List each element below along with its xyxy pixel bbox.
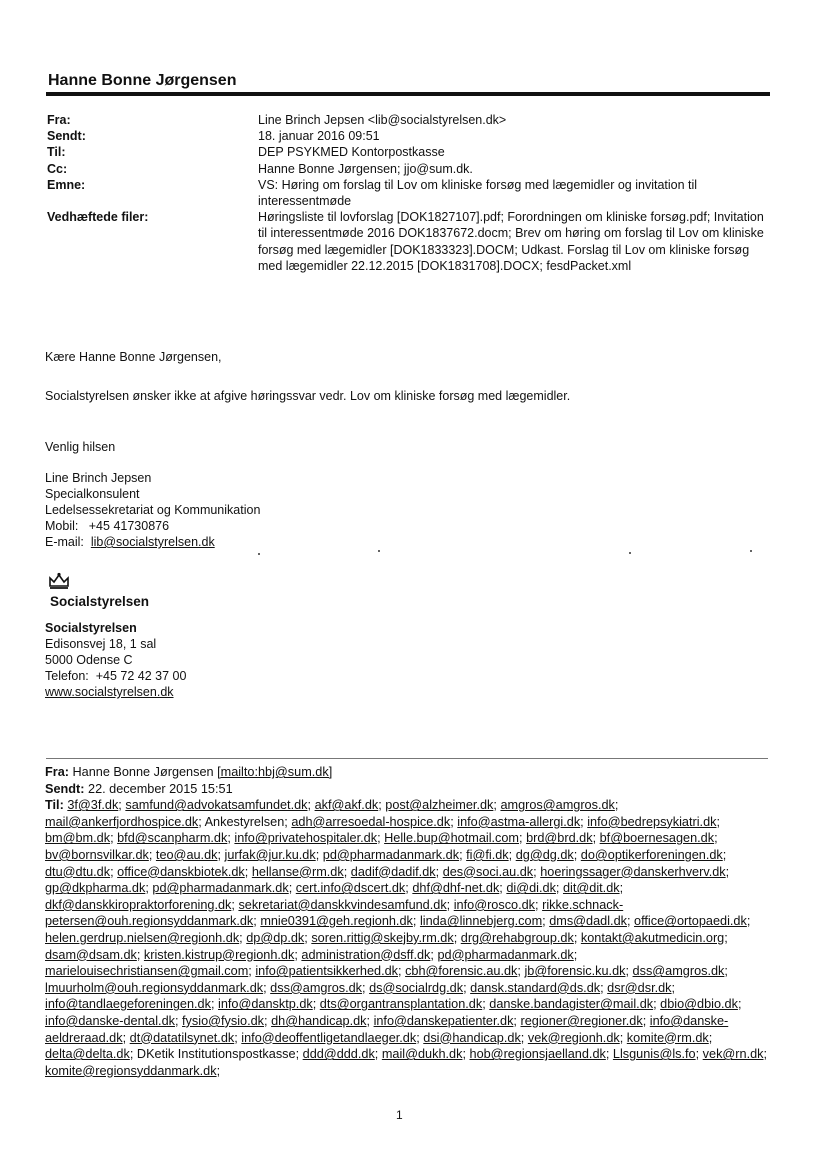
attachments-value: Høringsliste til lovforslag [DOK1827107].pdf; Forordningen om kliniske forsøg.pdf; Invitation til interessentmøde 2016 DOK1837672.docm; Brev om høring om forslag til Lov om kliniske forsøg med lægemidler [DOK1833323].DOCM; Udkast. Forslag til Lov om kliniske forsøg med lægemidler 22.12.2015 [DOK1831708].DOCX; fesdPacket.xml	[258, 210, 764, 273]
recipient-separator: ;	[737, 997, 742, 1012]
recipient-separator: ;	[695, 1047, 703, 1062]
recipient-separator: ;	[122, 1030, 130, 1045]
recipient-email-link[interactable]: info@dansktp.dk	[218, 997, 313, 1012]
recipient-separator: ;	[216, 1063, 221, 1078]
recipient-email-link[interactable]: dss@amgros.dk	[270, 980, 363, 995]
recipient-email-link[interactable]: vek@regionh.dk	[527, 1030, 620, 1045]
signature-department: Ledelsessekretariat og Kommunikation	[45, 503, 261, 517]
recipient-separator: ;	[304, 930, 312, 945]
address-phone: Telefon: +45 72 42 37 00	[45, 669, 187, 683]
recipient-email-link[interactable]: office@danskbiotek.dk	[117, 864, 245, 879]
recipient-separator: ;	[517, 964, 525, 979]
address-block	[45, 620, 186, 700]
recipient-separator: ;	[118, 798, 126, 813]
recipient-email-link[interactable]: jb@forensic.ku.dk	[524, 964, 626, 979]
recipient-separator: ;	[129, 1047, 137, 1062]
address-city: 5000 Odense C	[45, 653, 133, 667]
scan-speck	[750, 550, 752, 552]
recipient-email-link[interactable]: pd@pharmadanmark.dk	[152, 881, 289, 896]
recipient-separator: ;	[294, 947, 302, 962]
recipient-email-link[interactable]: info@privatehospitaler.dk	[234, 831, 378, 846]
recipient-email-link[interactable]: mail@dukh.dk	[381, 1047, 463, 1062]
recipient-separator: ;	[446, 897, 454, 912]
recipient-email-link[interactable]: kontakt@akutmedicin.org	[580, 930, 725, 945]
recipient-email-link[interactable]: akf@akf.dk	[314, 798, 379, 813]
recipient-email-link[interactable]: dms@dadl.dk	[549, 914, 627, 929]
header-sent-row	[47, 128, 767, 144]
address-name: Socialstyrelsen	[45, 621, 137, 635]
recipient-separator: ;	[555, 881, 563, 896]
signature-email-row	[45, 534, 260, 550]
recipient-separator: ;	[600, 980, 608, 995]
subject-label: Emne:	[47, 177, 86, 192]
recipient-email-link[interactable]: office@ortopaedi.dk	[634, 914, 747, 929]
recipient-email-link[interactable]: dkf@danskkiropraktorforening.dk	[45, 897, 232, 912]
recipient-separator: ;	[653, 997, 661, 1012]
recipient-separator: ;	[374, 1047, 382, 1062]
header-from-row	[47, 112, 767, 128]
forward-separator	[46, 758, 768, 759]
recipient-email-link[interactable]: soren.rittig@skejby.rm.dk	[311, 930, 454, 945]
recipient-email-link[interactable]: fysio@fysio.dk	[182, 1013, 265, 1028]
recipient-email-link[interactable]: bv@bornsvilkar.dk	[45, 847, 149, 862]
recipient-separator: ;	[398, 964, 406, 979]
signature-name: Line Brinch Jepsen	[45, 471, 152, 485]
recipient-separator: ;	[248, 964, 256, 979]
signature-email-label: E-mail:	[45, 535, 91, 549]
recipient-separator: ;	[714, 831, 718, 846]
recipient-separator: ;	[295, 1047, 303, 1062]
document-title: Hanne Bonne Jørgensen	[48, 72, 237, 89]
crown-icon	[48, 572, 70, 595]
recipient-email-link[interactable]: dbio@dbio.dk	[660, 997, 738, 1012]
recipient-email-link[interactable]: helen.gerdrup.nielsen@regionh.dk	[45, 930, 240, 945]
recipient-email-link[interactable]: jurfak@jur.ku.dk	[224, 847, 316, 862]
recipient-separator: ;	[264, 1013, 272, 1028]
recipient-email-link[interactable]: dss@amgros.dk	[632, 964, 725, 979]
from-label: Fra:	[47, 113, 71, 127]
recipient-email-link[interactable]: pd@pharmadanmark.dk	[322, 847, 460, 862]
forwarded-sent-value: 22. december 2015 15:51	[88, 781, 233, 796]
recipient-email-link[interactable]: gp@dkpharma.dk	[45, 881, 146, 896]
forwarded-from-link[interactable]: [mailto:hbj@sum.dk]	[217, 765, 333, 779]
recipient-separator: ;	[416, 1030, 424, 1045]
recipient-separator: ;	[573, 930, 581, 945]
forwarded-to-label: Til:	[45, 798, 64, 813]
recipient-separator: ;	[136, 947, 144, 962]
closing: Venlig hilsen	[45, 440, 116, 454]
recipient-email-link[interactable]: pd@pharmadanmark.dk	[437, 947, 574, 962]
recipient-separator: ;	[626, 914, 635, 929]
sent-value: 18. januar 2016 09:51	[258, 129, 380, 144]
recipient-email-link[interactable]: dh@handicap.dk	[271, 1013, 367, 1028]
from-value: Line Brinch Jepsen <lib@socialstyrelsen.dk>	[258, 113, 507, 127]
title-rule	[46, 92, 770, 96]
recipient-email-link[interactable]: 3f@3f.dk	[67, 798, 119, 813]
recipient-email-link[interactable]: amgros@amgros.dk	[500, 798, 615, 813]
recipient-list	[45, 798, 767, 1078]
signature-title: Specialkonsulent	[45, 487, 140, 501]
recipient-separator: ;	[231, 897, 239, 912]
recipient-email-link[interactable]: Helle.bup@hotmail.com	[384, 831, 520, 846]
recipient-email-link[interactable]: drg@rehabgroup.dk	[460, 930, 574, 945]
recipient-separator: ;	[580, 814, 588, 829]
recipient-email-link[interactable]: bm@bm.dk	[45, 831, 111, 846]
recipient-email-link[interactable]: teo@au.dk	[155, 847, 218, 862]
recipient-email-link[interactable]: linda@linnebjerg.com	[419, 914, 543, 929]
recipient-separator: ;	[725, 864, 730, 879]
attachments-label: Vedhæftede filer:	[47, 210, 149, 225]
recipient-email-link[interactable]: samfund@advokatsamfundet.dk	[125, 798, 308, 813]
signature-email-link[interactable]: lib@socialstyrelsen.dk	[90, 535, 215, 549]
recipient-separator: ;	[453, 930, 461, 945]
recipient-separator: ;	[619, 1030, 627, 1045]
recipient-separator: ;	[642, 1013, 650, 1028]
sent-label: Sendt:	[47, 129, 86, 144]
recipient-separator: ;	[234, 1030, 242, 1045]
recipient-separator: ;	[412, 914, 420, 929]
recipient-email-link[interactable]: vek@rn.dk	[702, 1047, 764, 1062]
scan-speck	[258, 553, 260, 555]
recipient-email-link[interactable]: fi@fi.dk	[466, 847, 509, 862]
header-attachments-row	[47, 209, 767, 274]
recipient-separator: ;	[315, 847, 323, 862]
recipient-email-link[interactable]: dsi@handicap.dk	[423, 1030, 521, 1045]
recipient-email-link[interactable]: dt@datatilsynet.dk	[129, 1030, 235, 1045]
recipient-email-link[interactable]: dsr@dsr.dk	[607, 980, 672, 995]
recipient-separator: ;	[210, 997, 219, 1012]
recipient-separator: ;	[625, 964, 633, 979]
recipient-separator: ;	[366, 1013, 374, 1028]
page-number: 1	[396, 1108, 403, 1122]
recipient-separator: ;	[239, 930, 247, 945]
forwarded-sent-row	[45, 781, 771, 798]
recipient-separator: ;	[722, 847, 727, 862]
recipient-separator: ;	[508, 847, 516, 862]
recipient-separator: ;	[499, 881, 507, 896]
recipient-email-link[interactable]: dansk.standard@ds.dk	[470, 980, 601, 995]
recipient-email-link[interactable]: info@rosco.dk	[453, 897, 536, 912]
forwarded-sent-label: Sendt:	[45, 781, 85, 796]
recipient-email-link[interactable]: dadif@dadif.dk	[350, 864, 436, 879]
recipient-email-link[interactable]: dtu@dtu.dk	[45, 864, 111, 879]
recipient-email-link[interactable]: di@di.dk	[506, 881, 556, 896]
recipient-email-link[interactable]: mnie0391@geh.regionh.dk	[260, 914, 413, 929]
recipient-email-link[interactable]: post@alzheimer.dk	[385, 798, 494, 813]
recipient-separator: ;	[724, 930, 728, 945]
recipient-email-link[interactable]: brd@brd.dk	[526, 831, 593, 846]
recipient-separator: ;	[110, 831, 118, 846]
recipient-email-link[interactable]: Llsgunis@ls.fo	[612, 1047, 696, 1062]
recipient-email-link[interactable]: hoeringssager@danskerhverv.dk	[540, 864, 726, 879]
header-cc-row	[47, 161, 767, 177]
recipient-separator: ;	[110, 864, 118, 879]
recipient-separator: ;	[573, 947, 578, 962]
signature-mobile: Mobil: +45 41730876	[45, 519, 170, 533]
recipient-separator: ;	[614, 798, 619, 813]
forwarded-from-row	[45, 764, 771, 781]
recipient-email-link[interactable]: hob@regionsjaelland.dk	[469, 1047, 606, 1062]
signature	[45, 470, 260, 550]
recipient-separator: ;	[716, 814, 721, 829]
recipient-separator: ;	[198, 814, 205, 829]
recipient-email-link[interactable]: info@danskepatienter.dk	[373, 1013, 514, 1028]
recipient-email-link[interactable]: kristen.kistrup@regionh.dk	[143, 947, 295, 962]
recipient-email-link[interactable]: hellanse@rm.dk	[251, 864, 344, 879]
recipient-separator: ;	[284, 814, 292, 829]
recipient-email-link[interactable]: danske.bandagister@mail.dk	[489, 997, 654, 1012]
recipient-separator: ;	[288, 881, 296, 896]
recipient-email-link[interactable]: lmuurholm@ouh.regionsyddanmark.dk	[45, 980, 264, 995]
recipient-email-link[interactable]: dts@organtransplantation.dk	[319, 997, 483, 1012]
forwarded-from-label: Fra:	[45, 765, 69, 779]
recipient-separator: ;	[307, 798, 315, 813]
recipient-email-link[interactable]: info@danske-dental.dk	[45, 1013, 175, 1028]
recipient-email-link[interactable]: administration@dsff.dk	[301, 947, 431, 962]
greeting: Kære Hanne Bonne Jørgensen,	[45, 350, 222, 364]
recipient-separator: ;	[519, 831, 527, 846]
recipient-separator: ;	[573, 847, 581, 862]
recipient-email-link[interactable]: ddd@ddd.dk	[302, 1047, 375, 1062]
recipient-email-link[interactable]: regioner@regioner.dk	[520, 1013, 643, 1028]
forwarded-to-list	[45, 797, 771, 1079]
recipient-email-link[interactable]: komite@regionsyddanmark.dk	[45, 1063, 217, 1078]
recipient-email-link[interactable]: info@danske-aeldreraad.dk	[45, 1013, 729, 1045]
scan-speck	[629, 552, 631, 554]
recipient-email-link[interactable]: info@bedrepsykiatri.dk	[587, 814, 717, 829]
recipient-separator: ;	[405, 881, 413, 896]
recipient-email-link[interactable]: komite@rm.dk	[626, 1030, 709, 1045]
recipient-separator: ;	[450, 814, 458, 829]
recipient-separator: ;	[145, 881, 153, 896]
recipient-separator: ;	[592, 831, 600, 846]
recipient-separator: ;	[746, 914, 751, 929]
recipient-separator: ;	[174, 1013, 183, 1028]
recipient-email-link[interactable]: info@tandlaegeforeningen.dk	[45, 997, 211, 1012]
recipient-email-link[interactable]: dsam@dsam.dk	[45, 947, 137, 962]
header-subject-row	[47, 177, 767, 209]
recipient-separator: ;	[253, 914, 261, 929]
cc-label: Cc:	[47, 161, 68, 176]
recipient-separator: ;	[148, 847, 156, 862]
recipient-separator: ;	[671, 980, 676, 995]
recipient-separator: ;	[482, 997, 490, 1012]
recipient-separator: ;	[513, 1013, 521, 1028]
recipient-email-link[interactable]: dp@dp.dk	[246, 930, 305, 945]
recipient-email-link[interactable]: dit@dit.dk	[562, 881, 620, 896]
recipient-separator: ;	[542, 914, 550, 929]
website-link[interactable]: www.socialstyrelsen.dk	[45, 685, 174, 699]
recipient-separator: ;	[377, 831, 385, 846]
recipient-separator: ;	[533, 864, 541, 879]
recipient-separator: ;	[430, 947, 438, 962]
subject-value: VS: Høring om forslag til Lov om kliniske forsøg med lægemidler og invitation til interessentmøde	[258, 177, 698, 209]
recipient-separator: ;	[463, 980, 471, 995]
recipient-email-link[interactable]: marielouisechristiansen@gmail.com	[45, 964, 249, 979]
cc-value: Hanne Bonne Jørgensen; jjo@sum.dk.	[258, 161, 473, 176]
recipient-separator: ;	[263, 980, 271, 995]
recipient-separator: ;	[227, 831, 235, 846]
message: Socialstyrelsen ønsker ikke at afgive høringssvar vedr. Lov om kliniske forsøg med lægemidler.	[45, 389, 571, 403]
recipient-email-link[interactable]: info@patientsikkerhed.dk	[255, 964, 398, 979]
recipient-separator: ;	[462, 1047, 470, 1062]
recipient-email-link[interactable]: dg@dg.dk	[515, 847, 574, 862]
recipient-separator: ;	[724, 964, 728, 979]
recipient-separator: ;	[708, 1030, 713, 1045]
recipient-email-link[interactable]: sekretariat@danskkvindesamfund.dk	[238, 897, 447, 912]
recipient-separator: ;	[343, 864, 351, 879]
recipient-separator: ;	[493, 798, 501, 813]
recipient-separator: ;	[244, 864, 252, 879]
header-to-row	[47, 144, 767, 160]
recipient-email-link[interactable]: do@optikerforeningen.dk	[580, 847, 723, 862]
recipient-email-link[interactable]: dhf@dhf-net.dk	[412, 881, 500, 896]
recipient-email-link[interactable]: adh@arresoedal-hospice.dk	[291, 814, 451, 829]
recipient-email-link[interactable]: delta@delta.dk	[45, 1047, 130, 1062]
to-value: DEP PSYKMED Kontorpostkasse	[258, 145, 445, 160]
recipient-email-link[interactable]: des@soci.au.dk	[442, 864, 534, 879]
recipient-separator: ;	[362, 980, 370, 995]
address-street: Edisonsvej 18, 1 sal	[45, 637, 157, 651]
recipient-email-link[interactable]: bf@boernesagen.dk	[599, 831, 715, 846]
scan-speck	[378, 550, 380, 552]
recipient-separator: ;	[605, 1047, 613, 1062]
recipient-separator: ;	[312, 997, 320, 1012]
recipient-separator: ;	[378, 798, 386, 813]
recipient-email-link[interactable]: cert.info@dscert.dk	[295, 881, 406, 896]
recipient-separator: ;	[520, 1030, 528, 1045]
recipient-name: Ankestyrelsen	[204, 814, 285, 829]
recipient-separator: ;	[435, 864, 443, 879]
recipient-separator: ;	[459, 847, 467, 862]
recipient-email-link[interactable]: info@deoffentligetandlaeger.dk	[241, 1030, 417, 1045]
recipient-separator: ;	[217, 847, 225, 862]
recipient-separator: ;	[535, 897, 543, 912]
recipient-email-link[interactable]: mail@ankerfjordhospice.dk	[45, 814, 199, 829]
recipient-email-link[interactable]: bfd@scanpharm.dk	[117, 831, 228, 846]
recipient-email-link[interactable]: cbh@forensic.au.dk	[405, 964, 518, 979]
forwarded-header	[45, 764, 771, 1079]
forwarded-from-value: Hanne Bonne Jørgensen	[72, 765, 218, 779]
recipient-email-link[interactable]: info@astma-allergi.dk	[457, 814, 581, 829]
recipient-email-link[interactable]: ds@socialrdg.dk	[369, 980, 464, 995]
recipient-separator: ;	[619, 881, 624, 896]
logo-text: Socialstyrelsen	[50, 594, 150, 609]
recipient-separator: ;	[763, 1047, 768, 1062]
recipient-name: DKetik Institutionspostkasse	[136, 1047, 296, 1062]
email-header	[47, 112, 767, 274]
to-label: Til:	[47, 145, 66, 160]
recipient-email-link[interactable]: rikke.schnack-petersen@ouh.regionsyddanmark.dk	[45, 897, 624, 929]
